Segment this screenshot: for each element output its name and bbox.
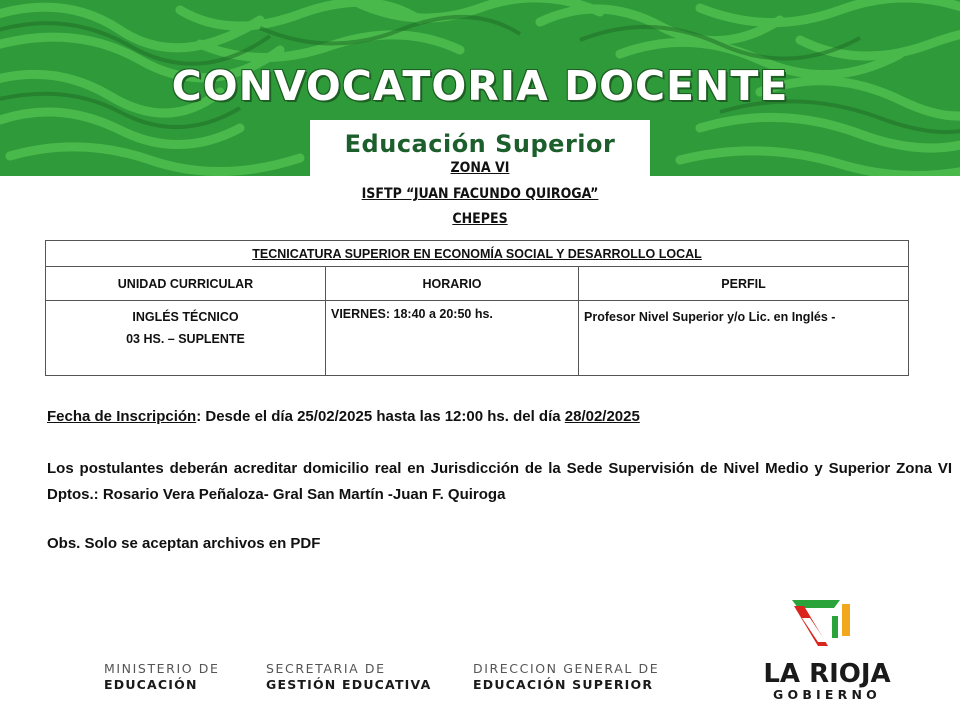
unidad-cell [46,301,326,376]
institution-heading: ISFTP “JUAN FACUNDO QUIROGA” [361,186,599,202]
table-title: TECNICATURA SUPERIOR EN ECONOMÍA SOCIAL Y DESARROLLO LOCAL [46,241,909,267]
footer-ministerio-line1: MINISTERIO DE [104,661,220,676]
footer-secretaria-line2: GESTIÓN EDUCATIVA [266,677,432,692]
footer-secretaria-line1: SECRETARIA DE [266,661,386,676]
footer-ministerio-line2: EDUCACIÓN [104,677,198,692]
subtitle: Educación Superior [344,130,616,158]
residence-requirement: Los postulantes deberán acreditar domicilio real en Jurisdicción de la Sede Supervisión de Nivel Medio y Superior Zona VI Dptos.: Rosario Vera Peñaloza- Gral San Martín -Juan F. Quiroga [47,460,952,503]
column-header-unidad: UNIDAD CURRICULAR [46,267,326,301]
footer-ministerio [104,661,219,692]
footer-direccion [473,661,659,692]
table-row [46,301,909,376]
column-header-perfil: PERFIL [579,267,909,301]
main-title: CONVOCATORIA DOCENTE [171,62,789,110]
footer-direccion-line1: DIRECCION GENERAL DE [473,661,660,676]
observation-note: Obs. Solo se aceptan archivos en PDF [47,535,321,552]
column-header-horario: HORARIO [326,267,579,301]
position-table [45,240,909,376]
footer-secretaria [266,661,431,692]
unidad-name: INGLÉS TÉCNICO [132,310,239,324]
logo-name: LA RIOJA [763,659,891,689]
header-banner [0,0,960,176]
registration-dates [47,408,952,425]
registration-label: Fecha de Inscripción [47,408,197,425]
zona-heading: ZONA VI [450,160,510,176]
registration-text: : Desde el día 25/02/2025 hasta las 12:00 hs. del día [196,408,565,425]
footer-direccion-line2: EDUCACIÓN SUPERIOR [473,677,654,692]
logo-subtitle: GOBIERNO [773,687,881,702]
horario-cell: VIERNES: 18:40 a 20:50 hs. [326,301,579,376]
la-rioja-logo-icon [788,594,854,654]
unidad-hours: 03 HS. – SUPLENTE [126,331,245,346]
registration-end-date: 28/02/2025 [564,408,640,425]
perfil-cell: Profesor Nivel Superior y/o Lic. en Inglés - [579,301,909,376]
location-heading: CHEPES [452,211,508,227]
